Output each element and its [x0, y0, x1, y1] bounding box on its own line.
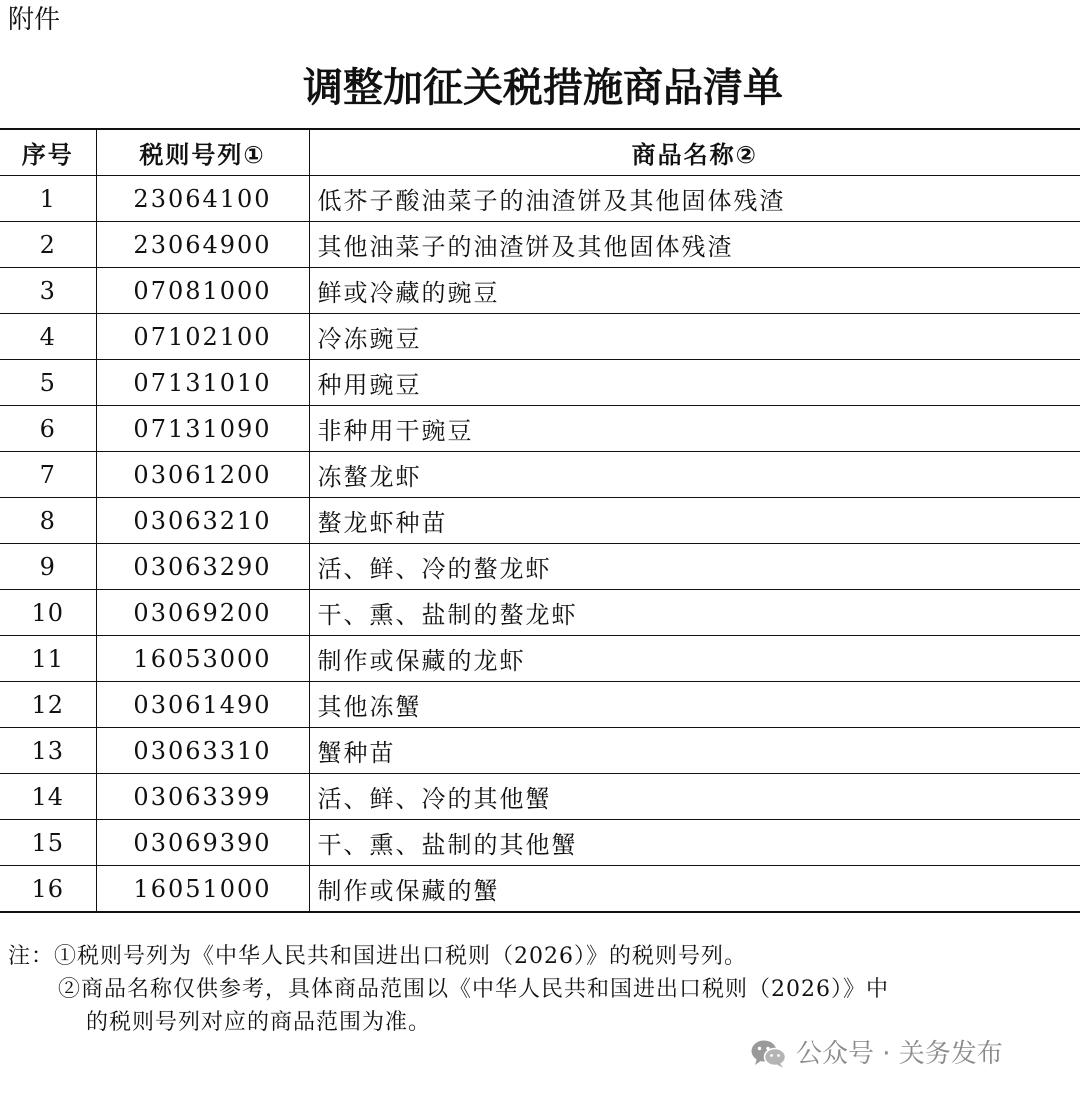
cell-tariff-code: 07131010	[96, 360, 309, 406]
cell-commodity-name: 其他油菜子的油渣饼及其他固体残渣	[309, 222, 1080, 268]
cell-serial: 6	[0, 406, 96, 452]
footnote-2-continued: 的税则号列对应的商品范围为准。	[86, 1010, 432, 1035]
cell-commodity-name: 制作或保藏的龙虾	[309, 636, 1080, 682]
cell-commodity-name: 鲜或冷藏的豌豆	[309, 268, 1080, 314]
cell-tariff-code: 07102100	[96, 314, 309, 360]
cell-commodity-name: 冻螯龙虾	[309, 452, 1080, 498]
cell-serial: 10	[0, 590, 96, 636]
attachment-label: 附件	[8, 5, 61, 35]
cell-tariff-code: 07131090	[96, 406, 309, 452]
column-header-commodity-name: 商品名称②	[309, 129, 1080, 176]
cell-tariff-code: 07081000	[96, 268, 309, 314]
table-row	[0, 452, 1080, 498]
table-row	[0, 590, 1080, 636]
footnote-1: 注：①税则号列为《中华人民共和国进出口税则（2026）》的税则号列。	[8, 944, 747, 969]
table-row	[0, 314, 1080, 360]
footnotes	[8, 940, 889, 1039]
table-row	[0, 176, 1080, 222]
table-row	[0, 820, 1080, 866]
cell-serial: 14	[0, 774, 96, 820]
table-row	[0, 636, 1080, 682]
cell-serial: 3	[0, 268, 96, 314]
cell-serial: 9	[0, 544, 96, 590]
cell-tariff-code: 03063310	[96, 728, 309, 774]
document-title: 调整加征关税措施商品清单	[303, 65, 783, 111]
cell-tariff-code: 03063399	[96, 774, 309, 820]
table-row	[0, 866, 1080, 913]
cell-tariff-code: 03069200	[96, 590, 309, 636]
table-row	[0, 774, 1080, 820]
cell-commodity-name: 种用豌豆	[309, 360, 1080, 406]
cell-tariff-code: 16051000	[96, 866, 309, 913]
cell-tariff-code: 03061490	[96, 682, 309, 728]
table-row	[0, 360, 1080, 406]
table-row	[0, 498, 1080, 544]
cell-tariff-code: 03061200	[96, 452, 309, 498]
cell-tariff-code: 03069390	[96, 820, 309, 866]
cell-commodity-name: 制作或保藏的蟹	[309, 866, 1080, 913]
cell-tariff-code: 16053000	[96, 636, 309, 682]
cell-commodity-name: 其他冻蟹	[309, 682, 1080, 728]
cell-serial: 12	[0, 682, 96, 728]
cell-serial: 4	[0, 314, 96, 360]
cell-serial: 5	[0, 360, 96, 406]
watermark	[750, 1036, 1003, 1072]
cell-commodity-name: 低芥子酸油菜子的油渣饼及其他固体残渣	[309, 176, 1080, 222]
cell-serial: 2	[0, 222, 96, 268]
watermark-text: 公众号 · 关务发布	[796, 1039, 1003, 1069]
cell-serial: 11	[0, 636, 96, 682]
cell-commodity-name: 活、鲜、冷的其他蟹	[309, 774, 1080, 820]
cell-commodity-name: 冷冻豌豆	[309, 314, 1080, 360]
cell-serial: 8	[0, 498, 96, 544]
cell-commodity-name: 干、熏、盐制的螯龙虾	[309, 590, 1080, 636]
cell-commodity-name: 螯龙虾种苗	[309, 498, 1080, 544]
commodity-table	[0, 128, 1080, 913]
wechat-icon	[750, 1038, 788, 1070]
cell-commodity-name: 蟹种苗	[309, 728, 1080, 774]
column-header-tariff-code: 税则号列①	[96, 129, 309, 176]
cell-tariff-code: 23064900	[96, 222, 309, 268]
table-row	[0, 222, 1080, 268]
table-row	[0, 682, 1080, 728]
cell-serial: 1	[0, 176, 96, 222]
cell-tariff-code: 03063290	[96, 544, 309, 590]
table-row	[0, 728, 1080, 774]
cell-serial: 13	[0, 728, 96, 774]
cell-serial: 16	[0, 866, 96, 913]
footnote-2: ②商品名称仅供参考，具体商品范围以《中华人民共和国进出口税则（2026）》中	[58, 977, 889, 1002]
cell-commodity-name: 非种用干豌豆	[309, 406, 1080, 452]
cell-serial: 7	[0, 452, 96, 498]
table-row	[0, 268, 1080, 314]
table-row	[0, 406, 1080, 452]
table-row	[0, 544, 1080, 590]
column-header-serial: 序号	[0, 129, 96, 176]
cell-commodity-name: 活、鲜、冷的螯龙虾	[309, 544, 1080, 590]
cell-commodity-name: 干、熏、盐制的其他蟹	[309, 820, 1080, 866]
cell-tariff-code: 03063210	[96, 498, 309, 544]
cell-tariff-code: 23064100	[96, 176, 309, 222]
cell-serial: 15	[0, 820, 96, 866]
table-header-row	[0, 129, 1080, 176]
